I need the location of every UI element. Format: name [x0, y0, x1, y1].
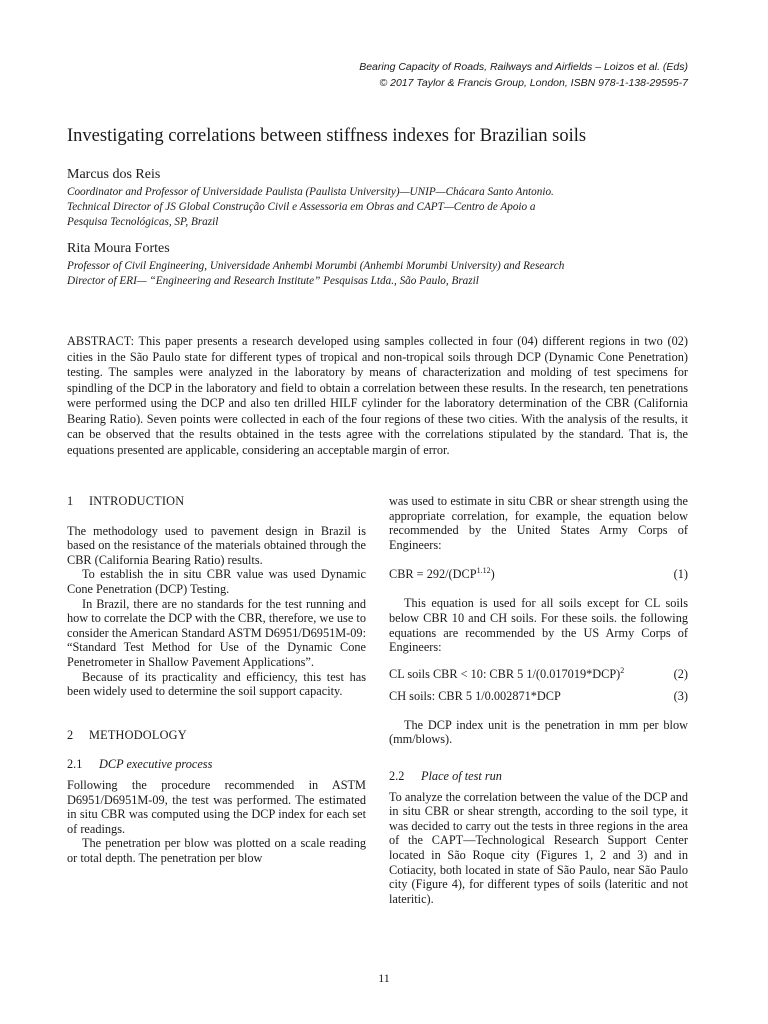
equation-number: (3) [673, 688, 688, 703]
subsection-title: Place of test run [421, 768, 502, 783]
paragraph: This equation is used for all soils except for CL soils below CBR 10 and CH soils. For these soils. the following equations are recommended by the US Army Corps of Engineers: [389, 596, 688, 655]
abstract: ABSTRACT: This paper presents a research developed using samples collected in four (04) different regions in two (02) cities in the São Paulo state for different types of tropical and non-tropical soils through DCP (Dynamic Cone Penetration) testing. The samples were analyzed in the laboratory by means of characterization and molding of test specimens for spindling of the DCP in the laboratory and field to obtain a correlation between these results. In the research, ten penetrations were performed using the DCP and also ten drilled HILF cylinder for the laboratory determination of the CBR (California Bearing Ratio). Seven points were collected in each of the four regions of these two cities. With the analysis of the results, it can be observed that the results obtained in the tests agree with the correlations stipulated by the standard. That is, the equations presented are applicable, considering an acceptable margin of error. [67, 334, 688, 457]
equation-1 [389, 567, 688, 582]
paragraph: To establish the in situ CBR value was used Dynamic Cone Penetration (DCP) Testing. [67, 567, 366, 596]
page-number: 11 [378, 971, 390, 985]
affiliation-line: Pesquisa Tecnológicas, SP, Brazil [67, 216, 219, 228]
paragraph: To analyze the correlation between the value of the DCP and in situ CBR or shear strength, according to the soil type, it was decided to carry out the tests in three regions in the area of the CAPT—Technological Research Support Center located in São Roque city (Figures 1, 2 and 3) and in Cotiacity, both located in state of São Paulo, near São Paulo city (Figure 4), for different types of soils (lateritic and not lateritic). [389, 789, 688, 906]
author-affiliation-1 [67, 185, 687, 230]
paragraph: The penetration per blow was plotted on a scale reading or total depth. The penetration per blow [67, 836, 366, 865]
header-line-1: Bearing Capacity of Roads, Railways and Airfields – Loizos et al. (Eds) [359, 61, 688, 73]
affiliation-line: Coordinator and Professor of Universidade Paulista (Paulista University)—UNIP—Chácara Santo Antonio. [67, 186, 554, 198]
paragraph: The methodology used to pavement design in Brazil is based on the resistance of the materials obtained through the CBR (California Bearing Ratio) results. [67, 523, 366, 567]
equation-exponent: 1.12 [476, 566, 491, 576]
section-heading-methodology [67, 728, 366, 743]
subsection-title: DCP executive process [99, 757, 213, 772]
left-column [67, 494, 366, 865]
paragraph: The DCP index unit is the penetration in mm per blow (mm/blows). [389, 717, 688, 747]
section-heading-introduction [67, 494, 366, 509]
paragraph: In Brazil, there are no standards for the test running and how to correlate the DCP with the CBR, therefore, we use to consider the American Standard ASTM D6951/D6951M-09: “Standard Test Method for Use of the Dynamic Cone Penetrometer in Shallow Pavement Applications”. [67, 596, 366, 669]
paper-title: Investigating correlations between stiffness indexes for Brazilian soils [67, 126, 587, 146]
affiliation-line: Director of ERI— “Engineering and Research Institute” Pesquisas Ltda., São Paulo, Brazil [67, 275, 479, 287]
equation-close: ) [490, 567, 495, 582]
affiliation-line: Professor of Civil Engineering, Universidade Anhembi Morumbi (Anhembi Morumbi University) and Research [67, 260, 565, 272]
subsection-number: 2.2 [389, 768, 405, 783]
author-affiliation-2 [67, 259, 687, 289]
header-line-2: © 2017 Taylor & Francis Group, London, ISBN 978-1-138-29595-7 [379, 77, 688, 89]
subsection-heading-dcp [67, 757, 366, 772]
section-number: 1 [67, 494, 74, 508]
section-title: METHODOLOGY [89, 727, 187, 742]
subsection-heading-place [389, 769, 688, 784]
author-name-1: Marcus dos Reis [67, 167, 161, 182]
subsection-number: 2.1 [67, 757, 83, 772]
equation-exponent: 2 [620, 665, 625, 675]
running-header [128, 59, 688, 91]
author-name-2: Rita Moura Fortes [67, 241, 170, 256]
equation-number: (2) [673, 666, 688, 681]
equation-text: CL soils CBR < 10: CBR 5 1/(0.017019*DCP) [389, 666, 621, 681]
equation-text: CBR = 292/(DCP [389, 567, 477, 582]
paragraph: was used to estimate in situ CBR or shear strength using the appropriate correlation, for example, the equation below recommended by the United States Army Corps of Engineers: [389, 494, 688, 552]
affiliation-line: Technical Director of JS Global Construção Civil e Assessoria em Obras and CAPT—Centro de Apoio a [67, 201, 536, 213]
section-title: INTRODUCTION [89, 494, 185, 508]
paragraph: Because of its practicality and efficiency, this test has been widely used to determine the soil support capacity. [67, 669, 366, 699]
right-column [389, 494, 688, 906]
equation-2 [389, 667, 688, 682]
equation-3 [389, 689, 688, 704]
paragraph: Following the procedure recommended in ASTM D6951/D6951M-09, the test was performed. The estimated in situ CBR was computed using the DCP index for each set of readings. [67, 777, 366, 836]
equation-number: (1) [673, 567, 688, 582]
section-number: 2 [67, 727, 74, 742]
equation-text: CH soils: CBR 5 1/0.002871*DCP [389, 688, 561, 703]
